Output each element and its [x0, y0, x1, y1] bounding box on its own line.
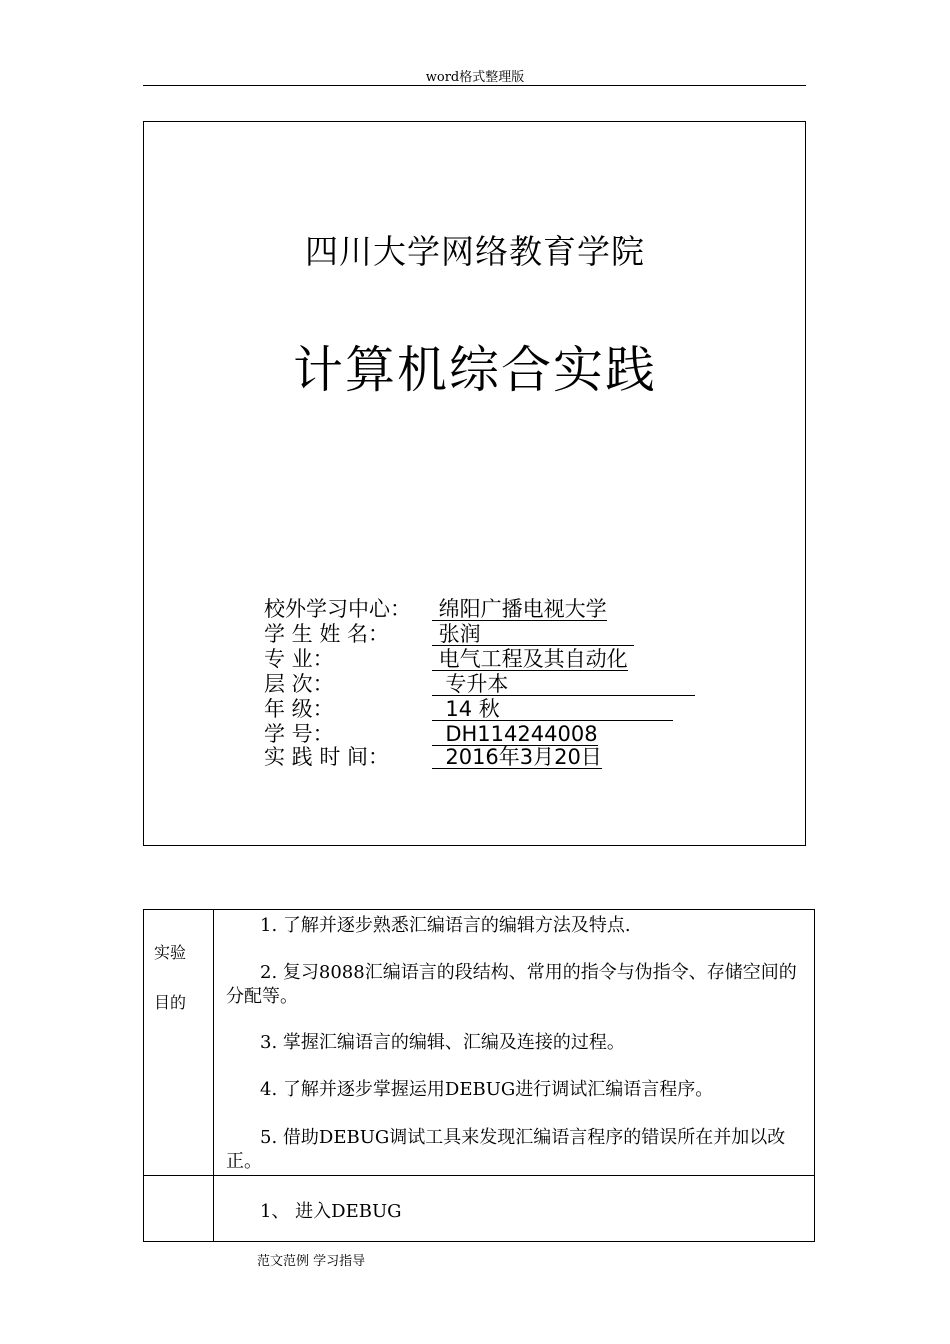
purpose-label-cell	[144, 910, 214, 1175]
info-value: 2016年3月20日	[432, 745, 602, 769]
info-label: 实 践 时 间：	[264, 745, 390, 769]
info-row-center	[264, 597, 607, 622]
info-value: 绵阳广播电视大学	[432, 597, 607, 621]
table-row	[144, 910, 814, 1176]
info-value: DH114244008	[432, 722, 598, 746]
info-row-student-id	[264, 722, 598, 747]
header-divider	[143, 85, 806, 86]
purpose-label-line1: 实验	[154, 943, 187, 962]
purpose-item: 3. 掌握汇编语言的编辑、汇编及连接的过程。	[260, 1032, 625, 1053]
purpose-label-line2: 目的	[154, 993, 187, 1012]
course-title: 计算机综合实践	[293, 341, 657, 399]
info-label: 层 次：	[264, 672, 334, 696]
info-value: 张润	[432, 622, 635, 646]
info-value: 专升本	[432, 672, 696, 696]
info-label: 学 生 姓 名：	[264, 622, 390, 646]
info-value: 电气工程及其自动化	[432, 647, 628, 671]
info-label: 学 号：	[264, 722, 334, 746]
info-value: 14 秋	[432, 697, 674, 721]
purpose-item: 1. 了解并逐步熟悉汇编语言的编辑方法及特点.	[260, 915, 631, 936]
page-header: word格式整理版	[425, 70, 525, 85]
school-title: 四川大学网络教育学院	[305, 232, 645, 271]
info-label: 年 级：	[264, 697, 334, 721]
purpose-item: 4. 了解并逐步掌握运用DEBUG进行调试汇编语言程序。	[260, 1079, 714, 1100]
info-row-level	[264, 672, 696, 697]
empty-label-cell	[144, 1176, 214, 1241]
experiment-table	[143, 909, 815, 1242]
info-row-name	[264, 622, 635, 647]
purpose-item: 5. 借助DEBUG调试工具来发现汇编语言程序的错误所在并加以改正。	[226, 1127, 786, 1172]
info-label: 校外学习中心：	[264, 597, 411, 621]
table-row	[144, 1176, 814, 1241]
info-label: 专 业：	[264, 647, 334, 671]
step-item: 1、 进入DEBUG	[260, 1201, 402, 1222]
info-row-date	[264, 745, 602, 770]
page-footer: 范文范例 学习指导	[257, 1254, 366, 1269]
purpose-item: 2. 复习8088汇编语言的段结构、常用的指令与伪指令、存储空间的分配等。	[226, 962, 797, 1007]
info-row-major	[264, 647, 628, 672]
info-row-grade	[264, 697, 674, 722]
